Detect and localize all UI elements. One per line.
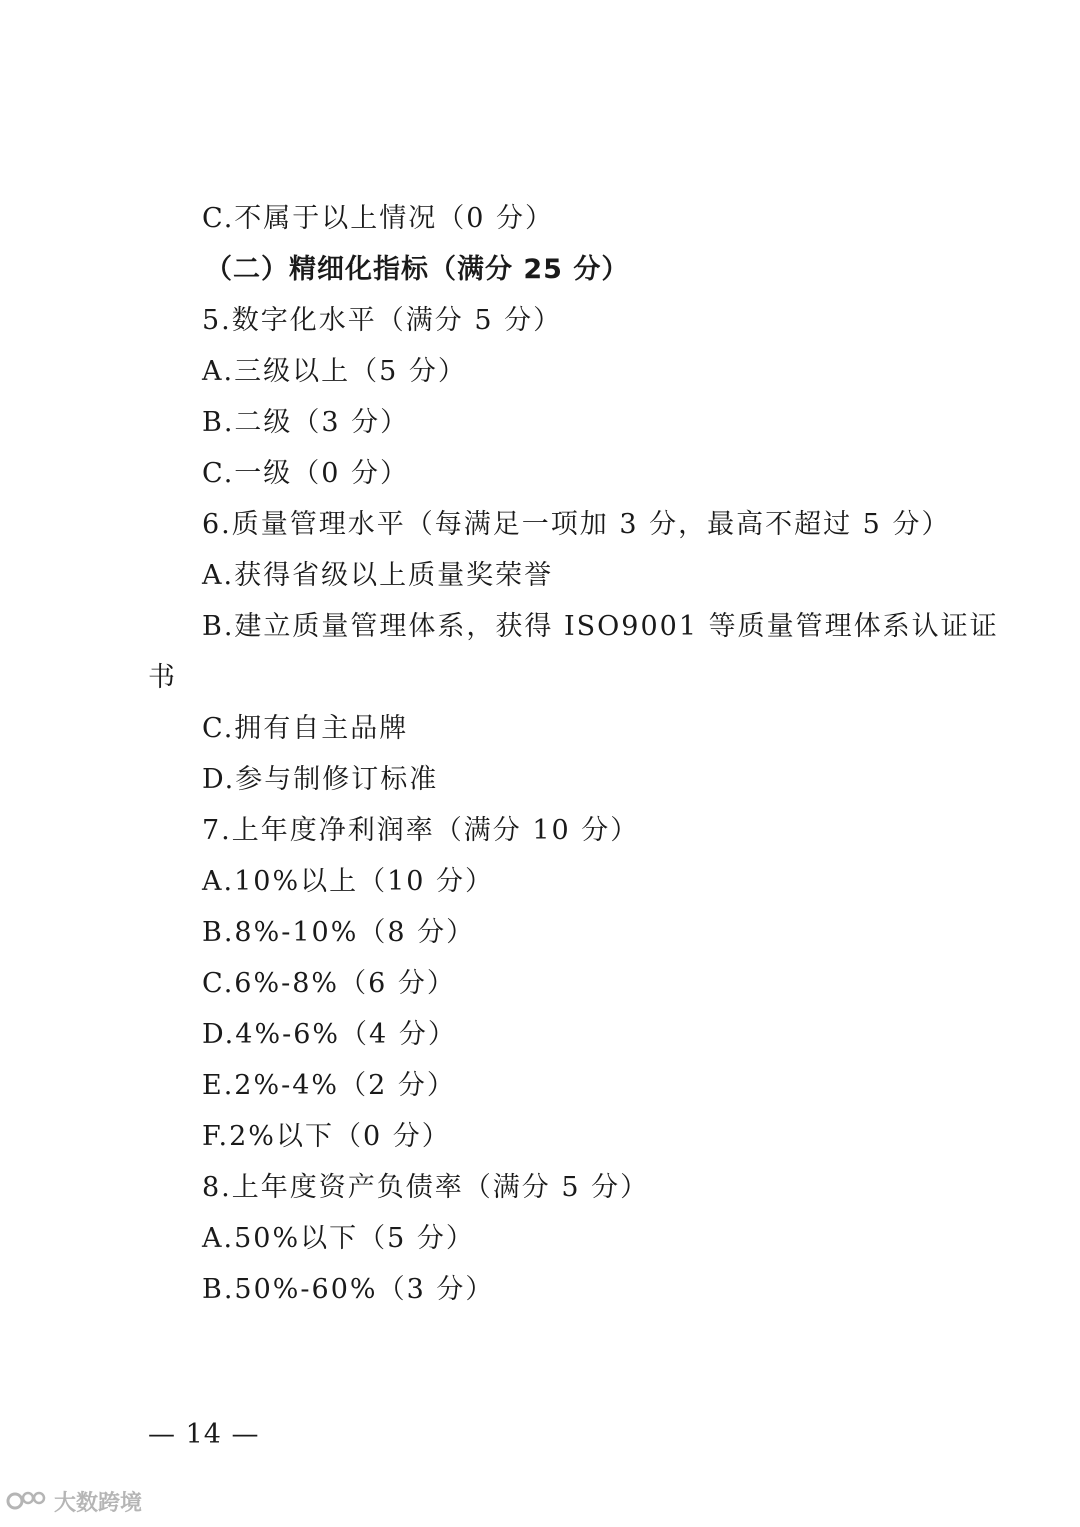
option-line: C.不属于以上情况（0 分） bbox=[202, 203, 555, 234]
option-line: B.二级（3 分） bbox=[202, 407, 410, 438]
option-line: C.拥有自主品牌 bbox=[202, 713, 409, 744]
option-line-continuation: 书 bbox=[148, 662, 177, 693]
option-line: A.获得省级以上质量奖荣誉 bbox=[202, 560, 554, 591]
option-line: B.8%-10%（8 分） bbox=[202, 917, 476, 948]
option-line: F.2%以下（0 分） bbox=[202, 1121, 451, 1152]
page-number: — 14 — bbox=[148, 1419, 260, 1450]
option-line: B.建立质量管理体系，获得 ISO9001 等质量管理体系认证证 bbox=[202, 611, 999, 642]
option-line: C.一级（0 分） bbox=[202, 458, 410, 489]
criterion-title: 7.上年度净利润率（满分 10 分） bbox=[202, 815, 640, 846]
option-line: E.2%-4%（2 分） bbox=[202, 1070, 456, 1101]
logo-icon bbox=[6, 1488, 50, 1514]
option-line: C.6%-8%（6 分） bbox=[202, 968, 456, 999]
option-line: D.参与制修订标准 bbox=[202, 764, 439, 795]
option-line: B.50%-60%（3 分） bbox=[202, 1274, 495, 1305]
criterion-title: 6.质量管理水平（每满足一项加 3 分，最高不超过 5 分） bbox=[202, 509, 951, 540]
watermark-text: 大数跨境 bbox=[54, 1490, 143, 1516]
criterion-title: 5.数字化水平（满分 5 分） bbox=[202, 305, 563, 336]
option-line: A.三级以上（5 分） bbox=[202, 356, 467, 387]
option-line: D.4%-6%（4 分） bbox=[202, 1019, 457, 1050]
criterion-title: 8.上年度资产负债率（满分 5 分） bbox=[202, 1172, 650, 1203]
option-line: A.10%以上（10 分） bbox=[202, 866, 495, 897]
watermark bbox=[6, 1486, 142, 1516]
option-line: A.50%以下（5 分） bbox=[202, 1223, 475, 1254]
section-heading: （二）精细化指标（满分 25 分） bbox=[205, 254, 630, 285]
